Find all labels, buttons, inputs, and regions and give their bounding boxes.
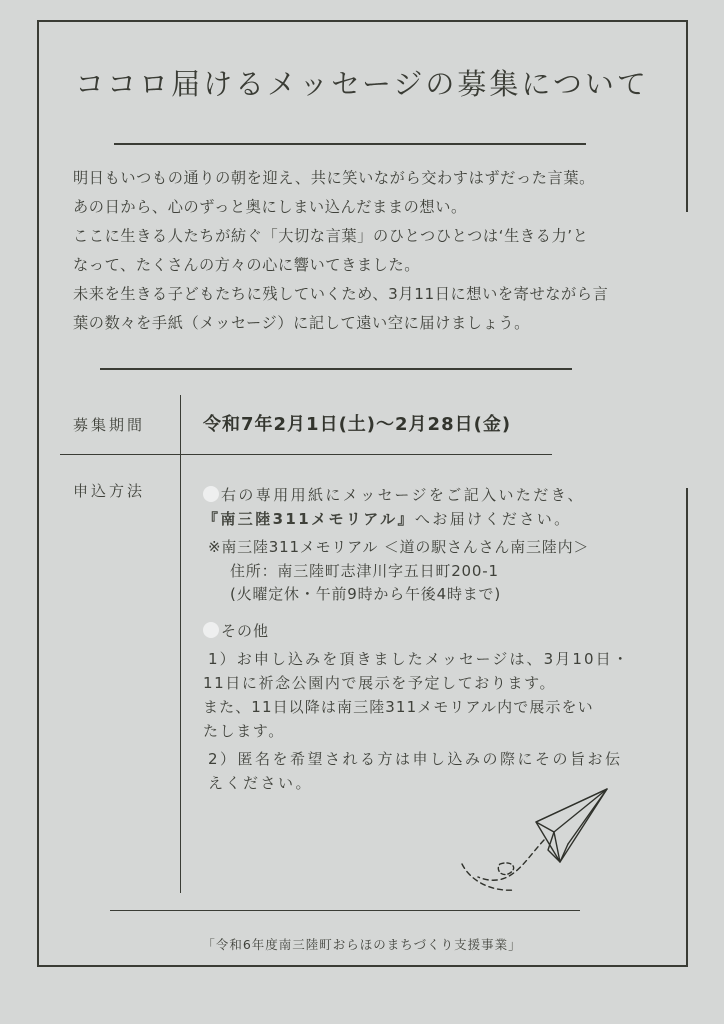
other-item-1-line-3: また、11日以降は南三陸311メモリアル内で展示をい xyxy=(203,698,594,716)
table-row-divider xyxy=(60,454,552,455)
other-item-2-line-1: 2）匿名を希望される方は申し込みの際にその旨お伝 xyxy=(208,750,623,768)
frame-right-upper xyxy=(686,20,688,212)
other-item-1-line-1: 1）お申し込みを頂きましたメッセージは、3月10日・ xyxy=(208,650,630,668)
period-label: 募集期間 xyxy=(73,416,146,434)
page-title: ココロ届けるメッセージの募集について xyxy=(75,67,649,101)
bullet-icon xyxy=(203,622,219,638)
frame-top xyxy=(37,20,688,22)
intro-line: 明日もいつもの通りの朝を迎え、共に笑いながら交わすはずだった言葉。 xyxy=(73,169,595,187)
method-note-2: 住所：南三陸町志津川字五日町200-1 xyxy=(230,562,499,580)
frame-bottom xyxy=(37,965,688,967)
other-item-1-line-4: たします。 xyxy=(203,722,285,740)
intro-line: 未来を生きる子どもたちに残していくため、3月11日に想いを寄せながら言 xyxy=(73,285,609,303)
method-label: 申込方法 xyxy=(73,482,146,500)
other-heading: その他 xyxy=(203,620,673,641)
method-line-2: 『南三陸311メモリアル』へお届けください。 xyxy=(203,510,572,528)
table-column-divider xyxy=(180,395,181,893)
section-divider xyxy=(100,368,572,370)
intro-line: 葉の数々を手紙（メッセージ）に記して遠い空に届けましょう。 xyxy=(73,314,530,332)
footer-note: 「令和6年度南三陸町おらほのまちづくり支援事業」 xyxy=(202,937,522,952)
title-underline xyxy=(114,143,586,145)
bullet-icon xyxy=(203,486,219,502)
period-value: 令和7年2月1日(土)～2月28日(金) xyxy=(203,414,512,435)
paper-airplane-icon xyxy=(450,780,620,900)
intro-paragraph xyxy=(73,164,673,338)
memorial-name: 『南三陸311メモリアル』 xyxy=(203,510,415,528)
method-line-1: 右の専用用紙にメッセージをご記入いただき、 xyxy=(203,484,673,505)
intro-line: なって、たくさんの方々の心に響いてきました。 xyxy=(73,256,421,274)
intro-line: あの日から、心のずっと奥にしまい込んだままの想い。 xyxy=(73,198,467,216)
other-item-1-line-2: 11日に祈念公園内で展示を予定しております。 xyxy=(203,674,557,692)
other-item-2-line-2: えください。 xyxy=(208,774,314,792)
frame-left xyxy=(37,20,39,967)
footer-divider xyxy=(110,910,580,911)
intro-line: ここに生きる人たちが紡ぐ「大切な言葉」のひとつひとつは‘生きる力’と xyxy=(73,227,589,245)
method-note-3: (火曜定休・午前9時から午後4時まで) xyxy=(230,585,501,603)
method-note-1: ※南三陸311メモリアル ＜道の駅さんさん南三陸内＞ xyxy=(208,538,590,556)
